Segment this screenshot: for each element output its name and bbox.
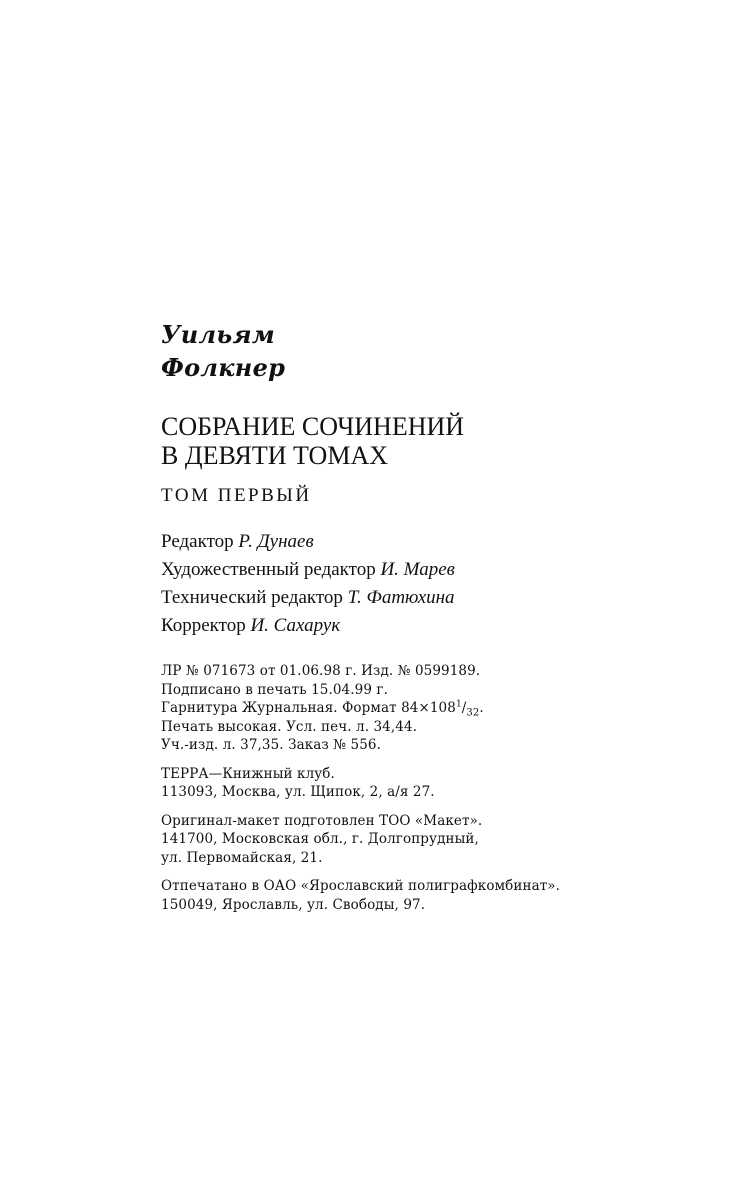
credit-name: И. Марев [380, 559, 455, 580]
layout-maker-address-1: 141700, Московская обл., г. Долгопрудный, [161, 831, 479, 847]
author-name [161, 318, 701, 384]
publisher-block [161, 765, 701, 802]
credit-role: Художественный редактор [161, 559, 376, 580]
printer-block [161, 877, 701, 914]
layout-maker-name: Оригинал-макет подготовлен ТОО «Макет». [161, 812, 483, 829]
colophon-page [161, 318, 701, 924]
format-text: Гарнитура Журнальная. Формат 84×108 [161, 700, 456, 716]
credit-name: Т. Фатюхина [347, 587, 455, 608]
layout-maker-address-2: ул. Первомайская, 21. [161, 849, 323, 866]
credit-role: Корректор [161, 615, 246, 636]
credit-proofreader [161, 612, 701, 640]
print-line: Печать высокая. Усл. печ. л. 34,44. [161, 718, 418, 735]
print-specs [161, 662, 701, 755]
signed-line: Подписано в печать 15.04.99 г. [161, 681, 388, 698]
printer-address: 150049, Ярославль, ул. Свободы, 97. [161, 896, 426, 913]
credit-name: И. Сахарук [250, 615, 341, 636]
printer-name: Отпечатано в ОАО «Ярославский полиграфкомбинат». [161, 878, 561, 894]
layout-maker-block [161, 812, 701, 868]
author-first-name: Уильям [161, 320, 276, 349]
credit-tech-editor [161, 584, 701, 612]
license-line: ЛР № 071673 от 01.06.98 г. Изд. № 0599189. [161, 663, 481, 679]
order-line: Уч.-изд. л. 37,35. Заказ № 556. [161, 737, 382, 753]
format-numerator: 1 [455, 699, 462, 710]
author-last-name: Фолкнер [161, 353, 286, 382]
credit-name: Р. Дунаев [238, 531, 314, 552]
credit-editor [161, 528, 701, 556]
title-line-2: В ДЕВЯТИ ТОМАХ [161, 441, 388, 470]
collection-title [161, 412, 701, 470]
publisher-name: ТЕРРА—Книжный клуб. [161, 765, 335, 782]
imprint-details [161, 662, 701, 914]
volume-label: ТОМ ПЕРВЫЙ [161, 485, 312, 506]
credits-list [161, 528, 701, 640]
format-line: Гарнитура Журнальная. Формат $84\times 108^1/_{32}$. [161, 699, 484, 719]
title-line-1: СОБРАНИЕ СОЧИНЕНИЙ [161, 412, 465, 441]
format-denominator: 32 [466, 707, 480, 719]
publisher-address: 113093, Москва, ул. Щипок, 2, а/я 27. [161, 784, 435, 800]
credit-role: Технический редактор [161, 587, 343, 608]
credit-role: Редактор [161, 531, 234, 552]
credit-art-editor [161, 556, 701, 584]
